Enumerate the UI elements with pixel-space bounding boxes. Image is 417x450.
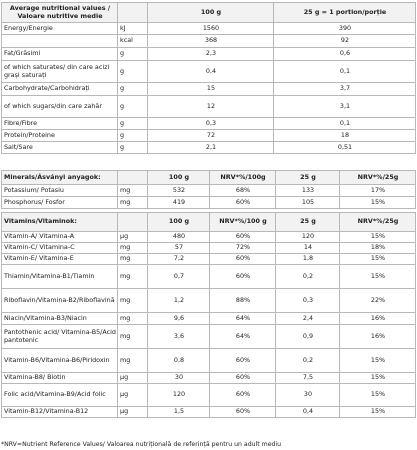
vitamins-cell-nrv100: 60% [210, 384, 276, 407]
nutrition-cell-label: Protein/Proteine [2, 130, 118, 142]
minerals-header-nrv25: NRV*%/25g [340, 171, 416, 185]
minerals-row [2, 185, 416, 197]
vitamins-row [2, 265, 416, 289]
nutrition-cell-unit: g [118, 130, 148, 142]
nutrition-cell-vPortion: 0,1 [274, 118, 416, 130]
nutrition-header-portion: 25 g = 1 portion/porție [274, 3, 416, 23]
vitamins-cell-nrv25: 16% [340, 325, 416, 349]
vitamins-cell-unit: mg [118, 325, 148, 349]
vitamins-row [2, 373, 416, 384]
vitamins-cell-label: Vitamin-B12/Vitamina-B12 [2, 407, 118, 418]
nutrition-header-label: Average nutritional values / Valoare nutritive medie [2, 3, 118, 23]
vitamins-cell-nrv100: 60% [210, 373, 276, 384]
nutrition-cell-v100: 368 [148, 35, 274, 48]
nutrition-cell-v100: 72 [148, 130, 274, 142]
vitamins-cell-label: Vitamina-B8/ Biotin [2, 373, 118, 384]
vitamins-cell-nrv25: 15% [340, 373, 416, 384]
vitamins-cell-label: Vitamin-C/ Vitamina-C [2, 243, 118, 254]
minerals-header-unit [118, 171, 148, 185]
vitamins-cell-nrv25: 15% [340, 232, 416, 243]
vitamins-cell-unit: µg [118, 373, 148, 384]
vitamins-cell-nrv25: 18% [340, 243, 416, 254]
vitamins-cell-nrv100: 60% [210, 254, 276, 265]
nutrition-cell-vPortion: 0,51 [274, 142, 416, 154]
vitamins-cell-nrv25: 22% [340, 289, 416, 313]
nutrition-header-row [2, 3, 416, 23]
nutrition-cell-unit: g [118, 83, 148, 96]
minerals-cell-v25: 105 [276, 197, 340, 209]
vitamins-cell-v100: 480 [148, 232, 210, 243]
nutrition-cell-unit: g [118, 118, 148, 130]
nutrition-row [2, 96, 416, 118]
vitamins-cell-nrv100: 60% [210, 407, 276, 418]
minerals-cell-nrv25: 17% [340, 185, 416, 197]
vitamins-cell-nrv100: 88% [210, 289, 276, 313]
nutrition-cell-v100: 15 [148, 83, 274, 96]
vitamins-cell-label: Niacin/Vitamina-B3/Niacin [2, 313, 118, 325]
vitamins-row [2, 254, 416, 265]
vitamins-cell-nrv25: 16% [340, 313, 416, 325]
nutrition-cell-label: of which sugars/din care zahăr [2, 96, 118, 118]
nutrition-cell-unit: kJ [118, 23, 148, 35]
nutrition-cell-v100: 2,3 [148, 48, 274, 61]
nutrition-cell-unit: g [118, 61, 148, 83]
vitamins-cell-label: Folic acid/Vitamina-B9/Acid folic [2, 384, 118, 407]
vitamins-cell-v100: 7,2 [148, 254, 210, 265]
vitamins-cell-v100: 120 [148, 384, 210, 407]
nutrition-table [1, 2, 416, 154]
vitamins-cell-label: Vitamin-E/ Vitamina-E [2, 254, 118, 265]
vitamins-cell-v25: 1,8 [276, 254, 340, 265]
vitamins-table [1, 212, 416, 418]
minerals-header-label: Minerals/Ásványi anyagok: [2, 171, 118, 185]
vitamins-row [2, 349, 416, 373]
vitamins-header-nrv25: NRV*%/25g [340, 213, 416, 232]
vitamins-cell-v100: 1,2 [148, 289, 210, 313]
nutrition-cell-label: Fibre/Fibre [2, 118, 118, 130]
minerals-cell-unit: mg [118, 197, 148, 209]
vitamins-cell-v100: 0,7 [148, 265, 210, 289]
vitamins-header-label: Vitamins/Vitaminok: [2, 213, 118, 232]
vitamins-cell-nrv25: 15% [340, 254, 416, 265]
vitamins-cell-v25: 0,3 [276, 289, 340, 313]
vitamins-cell-nrv100: 60% [210, 232, 276, 243]
minerals-header-25g: 25 g [276, 171, 340, 185]
vitamins-cell-unit: mg [118, 265, 148, 289]
nutrition-cell-vPortion: 3,1 [274, 96, 416, 118]
vitamins-cell-v100: 1,5 [148, 407, 210, 418]
minerals-cell-v25: 133 [276, 185, 340, 197]
minerals-cell-label: Phosphorus/ Fosfor [2, 197, 118, 209]
vitamins-header-25g: 25 g [276, 213, 340, 232]
nutrition-cell-vPortion: 0,1 [274, 61, 416, 83]
nutrition-cell-v100: 12 [148, 96, 274, 118]
vitamins-cell-unit: µg [118, 384, 148, 407]
nutrition-cell-label: Salt/Sare [2, 142, 118, 154]
vitamins-cell-unit: µg [118, 232, 148, 243]
vitamins-cell-nrv100: 72% [210, 243, 276, 254]
nutrition-cell-vPortion: 390 [274, 23, 416, 35]
minerals-cell-v100: 532 [148, 185, 210, 197]
vitamins-row [2, 232, 416, 243]
vitamins-header-row [2, 213, 416, 232]
nutrition-cell-label [2, 35, 118, 48]
nutrition-cell-unit: g [118, 48, 148, 61]
vitamins-row [2, 243, 416, 254]
vitamins-cell-label: Thiamin/Vitamina-B1/Tiamin [2, 265, 118, 289]
vitamins-row [2, 289, 416, 313]
minerals-header-row [2, 171, 416, 185]
minerals-cell-nrv100: 60% [210, 197, 276, 209]
vitamins-row [2, 325, 416, 349]
vitamins-cell-unit: mg [118, 243, 148, 254]
vitamins-header-nrv100: NRV*%/100 g [210, 213, 276, 232]
minerals-cell-unit: mg [118, 185, 148, 197]
vitamins-cell-v25: 0,2 [276, 349, 340, 373]
nutrition-row [2, 130, 416, 142]
vitamins-cell-unit: mg [118, 313, 148, 325]
vitamins-cell-label: Vitamin-B6/Vitamina-B6/Piridoxin [2, 349, 118, 373]
vitamins-row [2, 407, 416, 418]
vitamins-cell-unit: mg [118, 349, 148, 373]
nutrition-cell-unit: g [118, 142, 148, 154]
nutrition-cell-label: Energy/Energie [2, 23, 118, 35]
nutrition-cell-vPortion: 18 [274, 130, 416, 142]
nutrition-header-100g: 100 g [148, 3, 274, 23]
vitamins-cell-v100: 57 [148, 243, 210, 254]
nutrition-cell-label: of which saturates/ din care acizi grași saturați [2, 61, 118, 83]
nutrition-row [2, 35, 416, 48]
nutrition-cell-v100: 1560 [148, 23, 274, 35]
vitamins-cell-unit: mg [118, 254, 148, 265]
vitamins-cell-nrv100: 64% [210, 313, 276, 325]
vitamins-cell-label: Riboflavin/Vitamina-B2/Riboflavină [2, 289, 118, 313]
vitamins-row [2, 384, 416, 407]
minerals-table [1, 170, 416, 209]
vitamins-cell-nrv25: 15% [340, 384, 416, 407]
nutrition-row [2, 23, 416, 35]
vitamins-cell-unit: µg [118, 407, 148, 418]
nutrition-cell-v100: 0,3 [148, 118, 274, 130]
vitamins-cell-label: Pantothenic acid/ Vitamina-B5/Acid pantotenic [2, 325, 118, 349]
nutrition-cell-vPortion: 3,7 [274, 83, 416, 96]
vitamins-cell-nrv100: 60% [210, 265, 276, 289]
minerals-row [2, 197, 416, 209]
vitamins-cell-v25: 120 [276, 232, 340, 243]
vitamins-cell-label: Vitamin-A/ Vitamina-A [2, 232, 118, 243]
vitamins-cell-nrv100: 60% [210, 349, 276, 373]
minerals-header-100g: 100 g [148, 171, 210, 185]
vitamins-row [2, 313, 416, 325]
vitamins-cell-v25: 0,4 [276, 407, 340, 418]
nutrition-row [2, 61, 416, 83]
nutrition-row [2, 142, 416, 154]
vitamins-cell-v25: 14 [276, 243, 340, 254]
vitamins-cell-v25: 2,4 [276, 313, 340, 325]
vitamins-cell-v100: 3,6 [148, 325, 210, 349]
vitamins-cell-nrv25: 15% [340, 407, 416, 418]
nutrition-row [2, 83, 416, 96]
vitamins-cell-nrv25: 15% [340, 349, 416, 373]
vitamins-cell-v25: 30 [276, 384, 340, 407]
nutrition-cell-v100: 2,1 [148, 142, 274, 154]
nutrition-cell-label: Fat/Grăsimi [2, 48, 118, 61]
vitamins-cell-v100: 9,6 [148, 313, 210, 325]
vitamins-cell-unit: mg [118, 289, 148, 313]
nrv-footnote: *NRV=Nutrient Reference Values/ Valoarea nutrițională de referință pentru un adult mediu [1, 441, 282, 448]
vitamins-cell-nrv100: 64% [210, 325, 276, 349]
nutrition-row [2, 48, 416, 61]
minerals-header-nrv100: NRV*%/100g [210, 171, 276, 185]
vitamins-header-unit [118, 213, 148, 232]
vitamins-cell-v100: 0,8 [148, 349, 210, 373]
vitamins-cell-nrv25: 15% [340, 265, 416, 289]
nutrition-cell-unit: kcal [118, 35, 148, 48]
vitamins-cell-v25: 7,5 [276, 373, 340, 384]
nutrition-cell-vPortion: 92 [274, 35, 416, 48]
vitamins-cell-v25: 0,2 [276, 265, 340, 289]
nutrition-cell-v100: 0,4 [148, 61, 274, 83]
minerals-cell-v100: 419 [148, 197, 210, 209]
vitamins-cell-v100: 30 [148, 373, 210, 384]
nutrition-cell-unit: g [118, 96, 148, 118]
nutrition-cell-label: Carbohydrate/Carbohidrați [2, 83, 118, 96]
nutrition-cell-vPortion: 0,6 [274, 48, 416, 61]
minerals-cell-nrv100: 68% [210, 185, 276, 197]
nutrition-header-unit [118, 3, 148, 23]
vitamins-cell-v25: 0,9 [276, 325, 340, 349]
minerals-cell-label: Potassium/ Potasiu [2, 185, 118, 197]
vitamins-header-100g: 100 g [148, 213, 210, 232]
nutrition-row [2, 118, 416, 130]
minerals-cell-nrv25: 15% [340, 197, 416, 209]
